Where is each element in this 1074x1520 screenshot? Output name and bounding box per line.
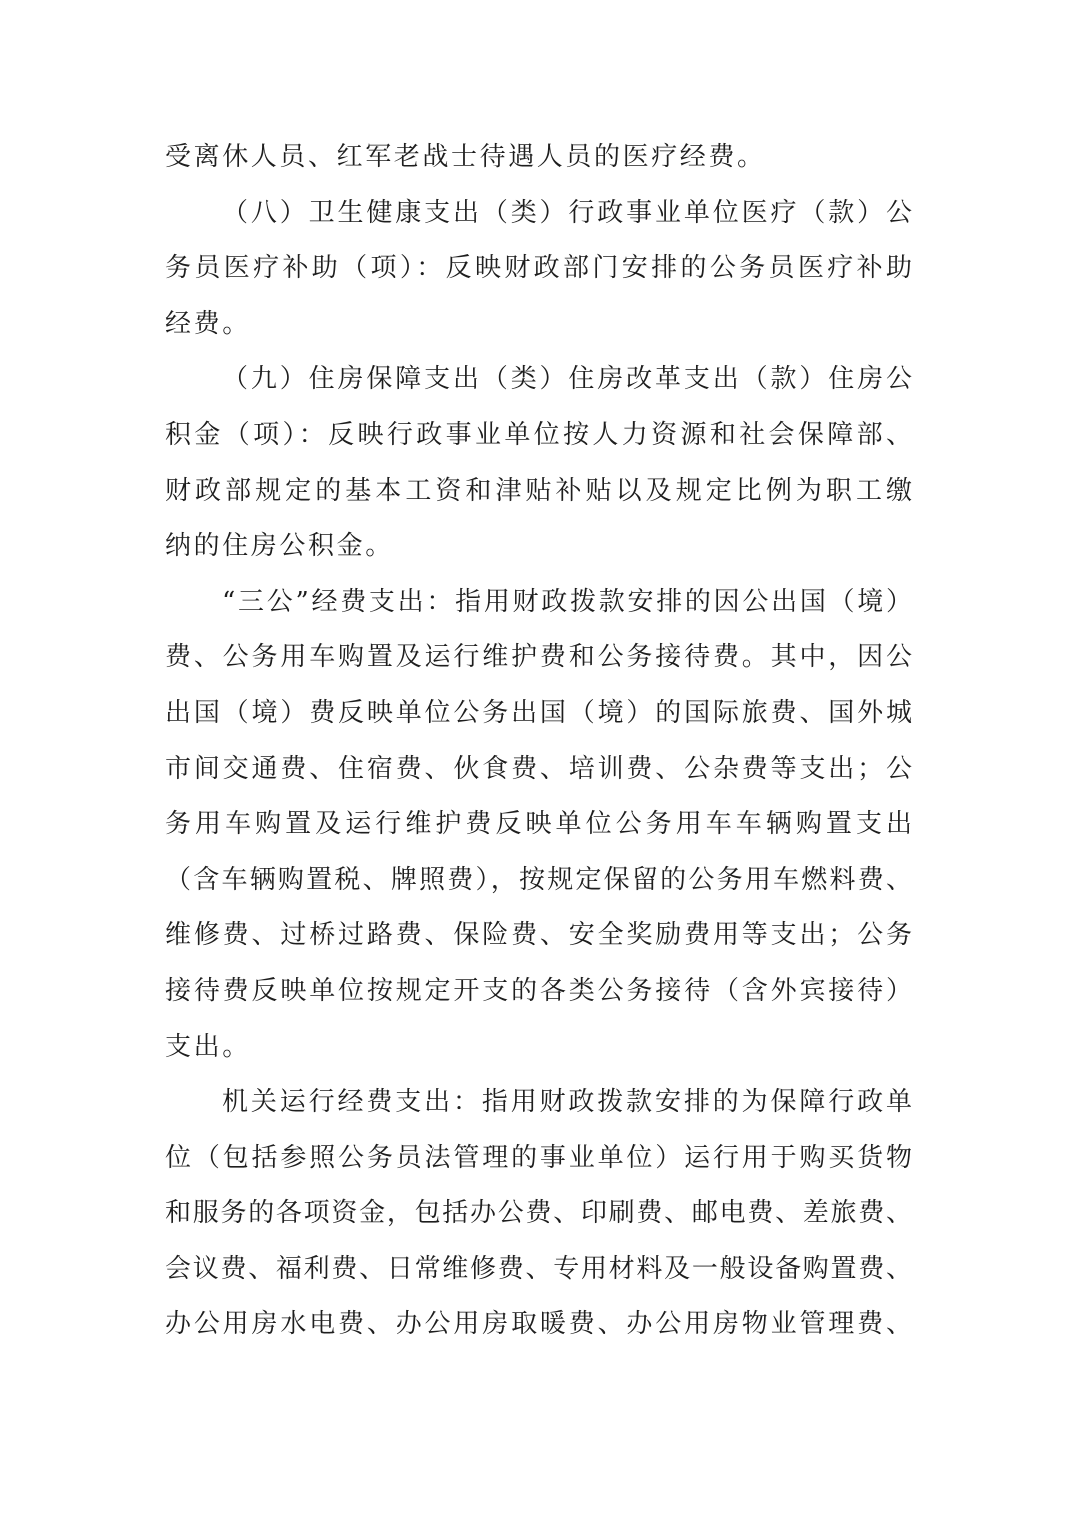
text-line: 受离休人员、红军老战士待遇人员的医疗经费。 — [165, 142, 766, 172]
paragraph-housing-provident-fund — [165, 352, 912, 574]
text-line: 经费。 — [165, 308, 251, 339]
text-line: 和服务的各项资金，包括办公费、印刷费、邮电费、差旅费、 — [165, 1198, 912, 1229]
text-line: 支出。 — [165, 1031, 251, 1062]
text-line: 办公用房水电费、办公用房取暖费、办公用房物业管理费、 — [165, 1309, 912, 1340]
text-line: （含车辆购置税、牌照费），按规定保留的公务用车燃料费、 — [165, 864, 912, 895]
text-line: 机关运行经费支出：指用财政拨款安排的为保障行政单 — [222, 1087, 912, 1118]
paragraph-agency-operating-expenses — [165, 1075, 912, 1353]
text-line: 纳的住房公积金。 — [165, 531, 394, 562]
text-line: 维修费、过桥过路费、保险费、安全奖励费用等支出；公务 — [165, 920, 912, 951]
document-body — [165, 130, 912, 1353]
text-line: 会议费、福利费、日常维修费、专用材料及一般设备购置费、 — [165, 1253, 912, 1284]
text-line: 财政部规定的基本工资和津贴补贴以及规定比例为职工缴 — [165, 475, 912, 506]
paragraph-three-public-expenses — [165, 575, 912, 1075]
text-line: 接待费反映单位按规定开支的各类公务接待（含外宾接待） — [165, 975, 912, 1006]
text-line: 出国（境）费反映单位公务出国（境）的国际旅费、国外城 — [165, 697, 912, 728]
text-line: 市间交通费、住宿费、伙食费、培训费、公杂费等支出；公 — [165, 753, 912, 784]
text-line: 积金（项）：反映行政事业单位按人力资源和社会保障部、 — [165, 419, 912, 450]
text-line: （八）卫生健康支出（类）行政事业单位医疗（款）公 — [222, 197, 912, 228]
paragraph-medical-retirees-continued — [165, 130, 912, 186]
text-line: （九）住房保障支出（类）住房改革支出（款）住房公 — [222, 364, 912, 395]
text-line: 务用车购置及运行维护费反映单位公务用车车辆购置支出 — [165, 809, 912, 840]
text-line: 位（包括参照公务员法管理的事业单位）运行用于购买货物 — [165, 1142, 912, 1173]
paragraph-civil-servant-medical-subsidy — [165, 186, 912, 353]
text-line: 费、公务用车购置及运行维护费和公务接待费。其中，因公 — [165, 642, 912, 673]
text-line: 务员医疗补助（项）：反映财政部门安排的公务员医疗补助 — [165, 253, 912, 284]
text-line: “三公”经费支出：指用财政拨款安排的因公出国（境） — [222, 586, 912, 617]
